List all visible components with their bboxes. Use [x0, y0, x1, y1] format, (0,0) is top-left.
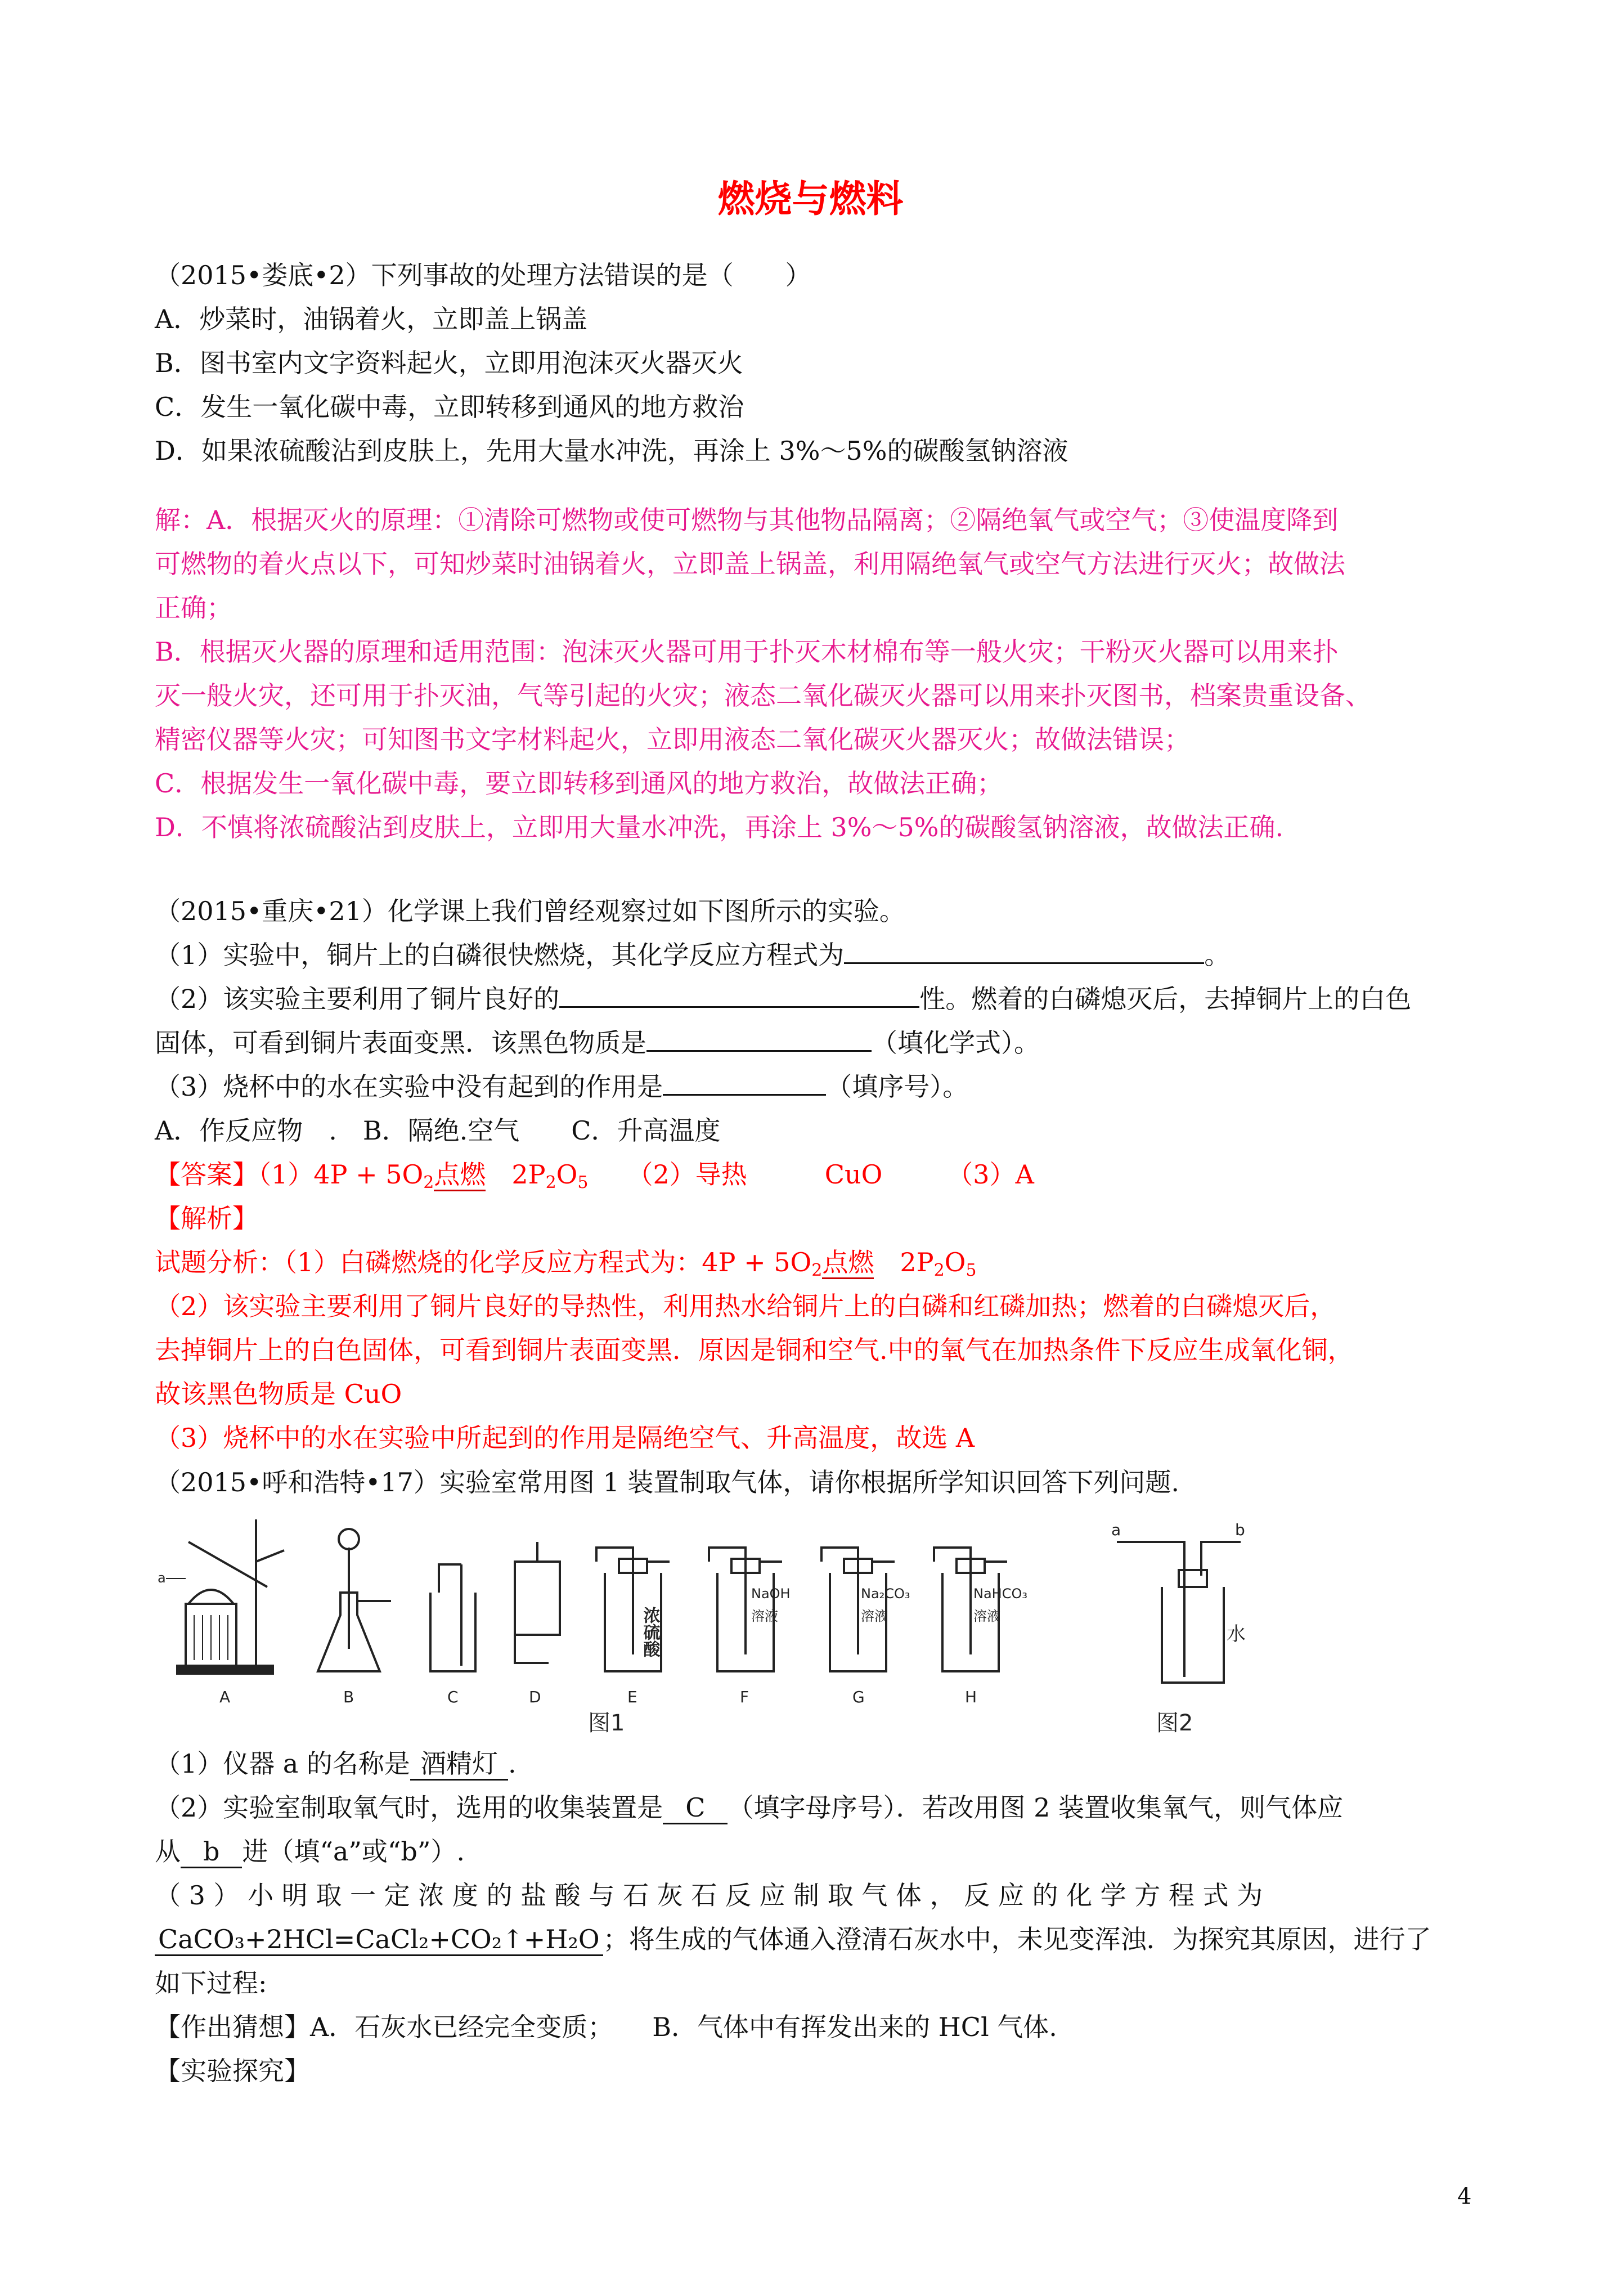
q2-part-3-end: （填序号）。 [826, 1071, 969, 1102]
analysis-1 [155, 1240, 1471, 1284]
analysis-1-text: 试题分析：（1）白磷燃烧的化学反应方程式为：4P + 5O [155, 1247, 812, 1277]
answer-blank [559, 981, 919, 1008]
q2-part-3-text: （3）烧杯中的水在实验中没有起到的作用是 [155, 1071, 663, 1102]
q2-part-2b-text: 固体，可看到铜片表面变黑．该黑色物质是 [155, 1028, 646, 1058]
q1-option-c: C．发生一氧化碳中毒，立即转移到通风的地方救治 [155, 392, 744, 422]
label-inlet-a: a [1111, 1521, 1121, 1539]
label-f-reagent: NaOH [751, 1586, 791, 1602]
q2-part-1-text: （1）实验中，铜片上的白磷很快燃烧，其化学反应方程式为 [155, 940, 845, 970]
apparatus-fig2 [1117, 1542, 1241, 1683]
answer-product-o: O [556, 1159, 578, 1190]
q3-stem: （2015•呼和浩特•17）实验室常用图 1 装置制取气体，请你根据所学知识回答下列问题. [155, 1467, 1179, 1497]
label-f-reagent-2: 溶液 [751, 1608, 778, 1624]
label-d: D [529, 1688, 541, 1706]
question-3-stem [155, 1460, 1471, 1504]
q3-part-3c: 如下过程: [155, 1968, 267, 1998]
label-h: H [965, 1688, 977, 1706]
q3-explore: 【实验探究】 [155, 2056, 310, 2086]
q3-part-2-cont: （填字母序号）．若改用图 2 装置收集氧气，则气体应 [728, 1792, 1343, 1823]
q1-solution-line: 可燃物的着火点以下，可知炒菜时油锅着火，立即盖上锅盖，利用隔绝氧气或空气方法进行灭火；故做法 [155, 549, 1345, 579]
label-h-reagent-2: 溶液 [973, 1608, 1000, 1624]
q1-solution-line: C．根据发生一氧化碳中毒，要立即转移到通风的地方救治，故做法正确； [155, 768, 1003, 799]
q1-solution-line: 解：A．根据灭火的原理：①清除可燃物或使可燃物与其他物品隔离；②隔绝氧气或空气；③使温度降到 [155, 505, 1339, 535]
label-inlet-b: b [1235, 1521, 1245, 1539]
q3-part-3-eq [155, 1917, 1471, 1961]
reaction-condition: 点燃 [822, 1247, 874, 1279]
answer-product: 2P [511, 1159, 546, 1190]
q2-answer [155, 1153, 1471, 1196]
figure-1-caption: 图1 [588, 1710, 625, 1733]
guess-a: A．石灰水已经完全变质； [310, 2012, 601, 2042]
label-h-reagent: NaHCO₃ [973, 1586, 1027, 1602]
analysis-2-line: 去掉铜片上的白色固体，可看到铜片表面变黑．原因是铜和空气.中的氧气在加热条件下反应生成氧化铜， [155, 1335, 1354, 1365]
analysis-3: （3）烧杯中的水在实验中所起到的作用是隔绝空气、升高温度，故选 A [155, 1423, 975, 1453]
q1-solution-line: D．不慎将浓硫酸沾到皮肤上，立即用大量水冲洗，再涂上 3%～5%的碳酸氢钠溶液，故做法正确. [155, 812, 1284, 842]
q1-solution [155, 498, 1471, 849]
subscript: 2 [811, 1261, 823, 1280]
q2-stem: （2015•重庆•21）化学课上我们曾经观察过如下图所示的实验。 [155, 896, 905, 926]
q3-part-3-cont: ；将生成的气体通入澄清石灰水中，未见变浑浊．为探究其原因，进行了 [603, 1924, 1431, 1954]
apparatus-a [166, 1519, 284, 1674]
question-2 [155, 889, 1471, 1460]
subscript: 2 [933, 1261, 945, 1280]
q2-part-2b-end: （填化学式）。 [872, 1028, 1040, 1058]
guess-label: 【作出猜想】 [155, 2012, 310, 2042]
analysis-2-line: （2）该实验主要利用了铜片良好的导热性，利用热水给铜片上的白磷和红磷加热；燃着的白磷熄灭后， [155, 1291, 1336, 1321]
q2-part-2b [155, 1021, 1471, 1065]
q1-option-d: D．如果浓硫酸沾到皮肤上，先用大量水冲洗，再涂上 3%～5%的碳酸氢钠溶液 [155, 436, 1068, 466]
label-e-reagent: 浓硫酸 [640, 1607, 660, 1657]
answer-blank [663, 1069, 826, 1096]
label-a: A [219, 1688, 231, 1706]
apparatus-c [430, 1564, 475, 1671]
answer-cuo: CuO [824, 1159, 883, 1190]
guess-b: B．气体中有挥发出来的 HCl 气体. [652, 2012, 1057, 2042]
q1-solution-line: 正确； [155, 593, 232, 623]
analysis-product: 2P [900, 1247, 934, 1277]
answer-blank-filled: C [663, 1792, 728, 1824]
q3-part-1-end: . [508, 1748, 517, 1779]
answer-blank [844, 938, 1204, 964]
label-b: B [343, 1688, 354, 1706]
q1-stem: （2015•娄底•2）下列事故的处理方法错误的是（ ） [155, 260, 811, 290]
answer-equation: CaCO₃+2HCl=CaCl₂+CO₂↑+H₂O [155, 1924, 603, 1956]
q3-part-2-text: （2）实验室制取氧气时，选用的收集装置是 [155, 1792, 663, 1823]
apparatus-figure [155, 1508, 1477, 1733]
apparatus-b [318, 1529, 391, 1671]
label-f: F [740, 1688, 749, 1706]
q3-part-1 [155, 1742, 1471, 1786]
q2-part-3 [155, 1065, 1471, 1109]
label-e: E [627, 1688, 637, 1706]
label-g-reagent-2: 溶液 [861, 1608, 888, 1624]
apparatus-d [515, 1542, 560, 1663]
subscript: 5 [577, 1173, 589, 1192]
label-instrument-a: a [158, 1570, 166, 1586]
answer-label: 【答案】 [155, 1159, 258, 1190]
q2-part-2-cont: 性。燃着的白磷熄灭后，去掉铜片上的白色 [919, 984, 1412, 1014]
q1-solution-line: 精密仪器等火灾；可知图书文字材料起火，立即用液态二氧化碳灭火器灭火；故做法错误； [155, 724, 1190, 755]
subscript: 2 [545, 1173, 556, 1192]
question-3-body [155, 1742, 1471, 2093]
answer-blank-filled: b [181, 1836, 242, 1868]
q2-part-1 [155, 933, 1471, 977]
q1-solution-line: B．根据灭火器的原理和适用范围：泡沫灭火器可用于扑灭木材棉布等一般火灾；干粉灭火器可以用来扑 [155, 636, 1339, 667]
label-g-reagent: Na₂CO₃ [861, 1586, 910, 1602]
q2-part-2 [155, 977, 1471, 1021]
answer-equation-lhs: （1）4P + 5O [258, 1159, 424, 1190]
q3-part-2b-end: 进（填“a”或“b”）. [242, 1836, 465, 1867]
page-number: 4 [1457, 2183, 1472, 2209]
q2-part-1-end: 。 [1204, 940, 1231, 970]
question-1 [155, 253, 1471, 473]
label-g: G [852, 1688, 865, 1706]
reaction-condition: 点燃 [434, 1159, 486, 1191]
q1-solution-line: 灭一般火灾，还可用于扑灭油，气等引起的火灾；液态二氧化碳灭火器可以用来扑灭图书，档案贵重设备、 [155, 680, 1371, 711]
subscript: 5 [966, 1261, 977, 1280]
q3-part-2 [155, 1786, 1471, 1829]
q3-part-2b [155, 1829, 1471, 1873]
answer-blank [646, 1025, 872, 1052]
answer-2: （2）导热 [640, 1159, 747, 1190]
q1-option-b: B．图书室内文字资料起火，立即用泡沫灭火器灭火 [155, 348, 743, 378]
q3-guess [155, 2005, 1471, 2049]
q2-part-2-text: （2）该实验主要利用了铜片良好的 [155, 984, 560, 1014]
figure-2-caption: 图2 [1156, 1710, 1193, 1733]
label-c: C [447, 1688, 459, 1706]
analysis-product-o: O [944, 1247, 966, 1277]
analysis-2-line: 故该黑色物质是 CuO [155, 1379, 402, 1409]
label-water: 水 [1227, 1623, 1246, 1645]
subscript: 2 [423, 1173, 434, 1192]
q3-part-2b-text: 从 [155, 1836, 181, 1867]
q3-part-1-text: （1）仪器 a 的名称是 [155, 1748, 410, 1779]
q1-option-a: A．炒菜时，油锅着火，立即盖上锅盖 [155, 304, 588, 334]
analysis-label: 【解析】 [155, 1203, 258, 1234]
answer-3: （3）A [960, 1159, 1034, 1190]
q2-options: A．作反应物 . B．隔绝.空气 C．升高温度 [155, 1115, 721, 1146]
answer-blank-filled: 酒精灯 [410, 1748, 508, 1781]
page-title: 燃烧与燃料 [717, 177, 904, 221]
q3-part-3: （ 3 ） 小 明 取 一 定 浓 度 的 盐 酸 与 石 灰 石 反 应 制 取 气 体 ， 反 应 的 化 学 方 程 式 为 [155, 1880, 1263, 1911]
